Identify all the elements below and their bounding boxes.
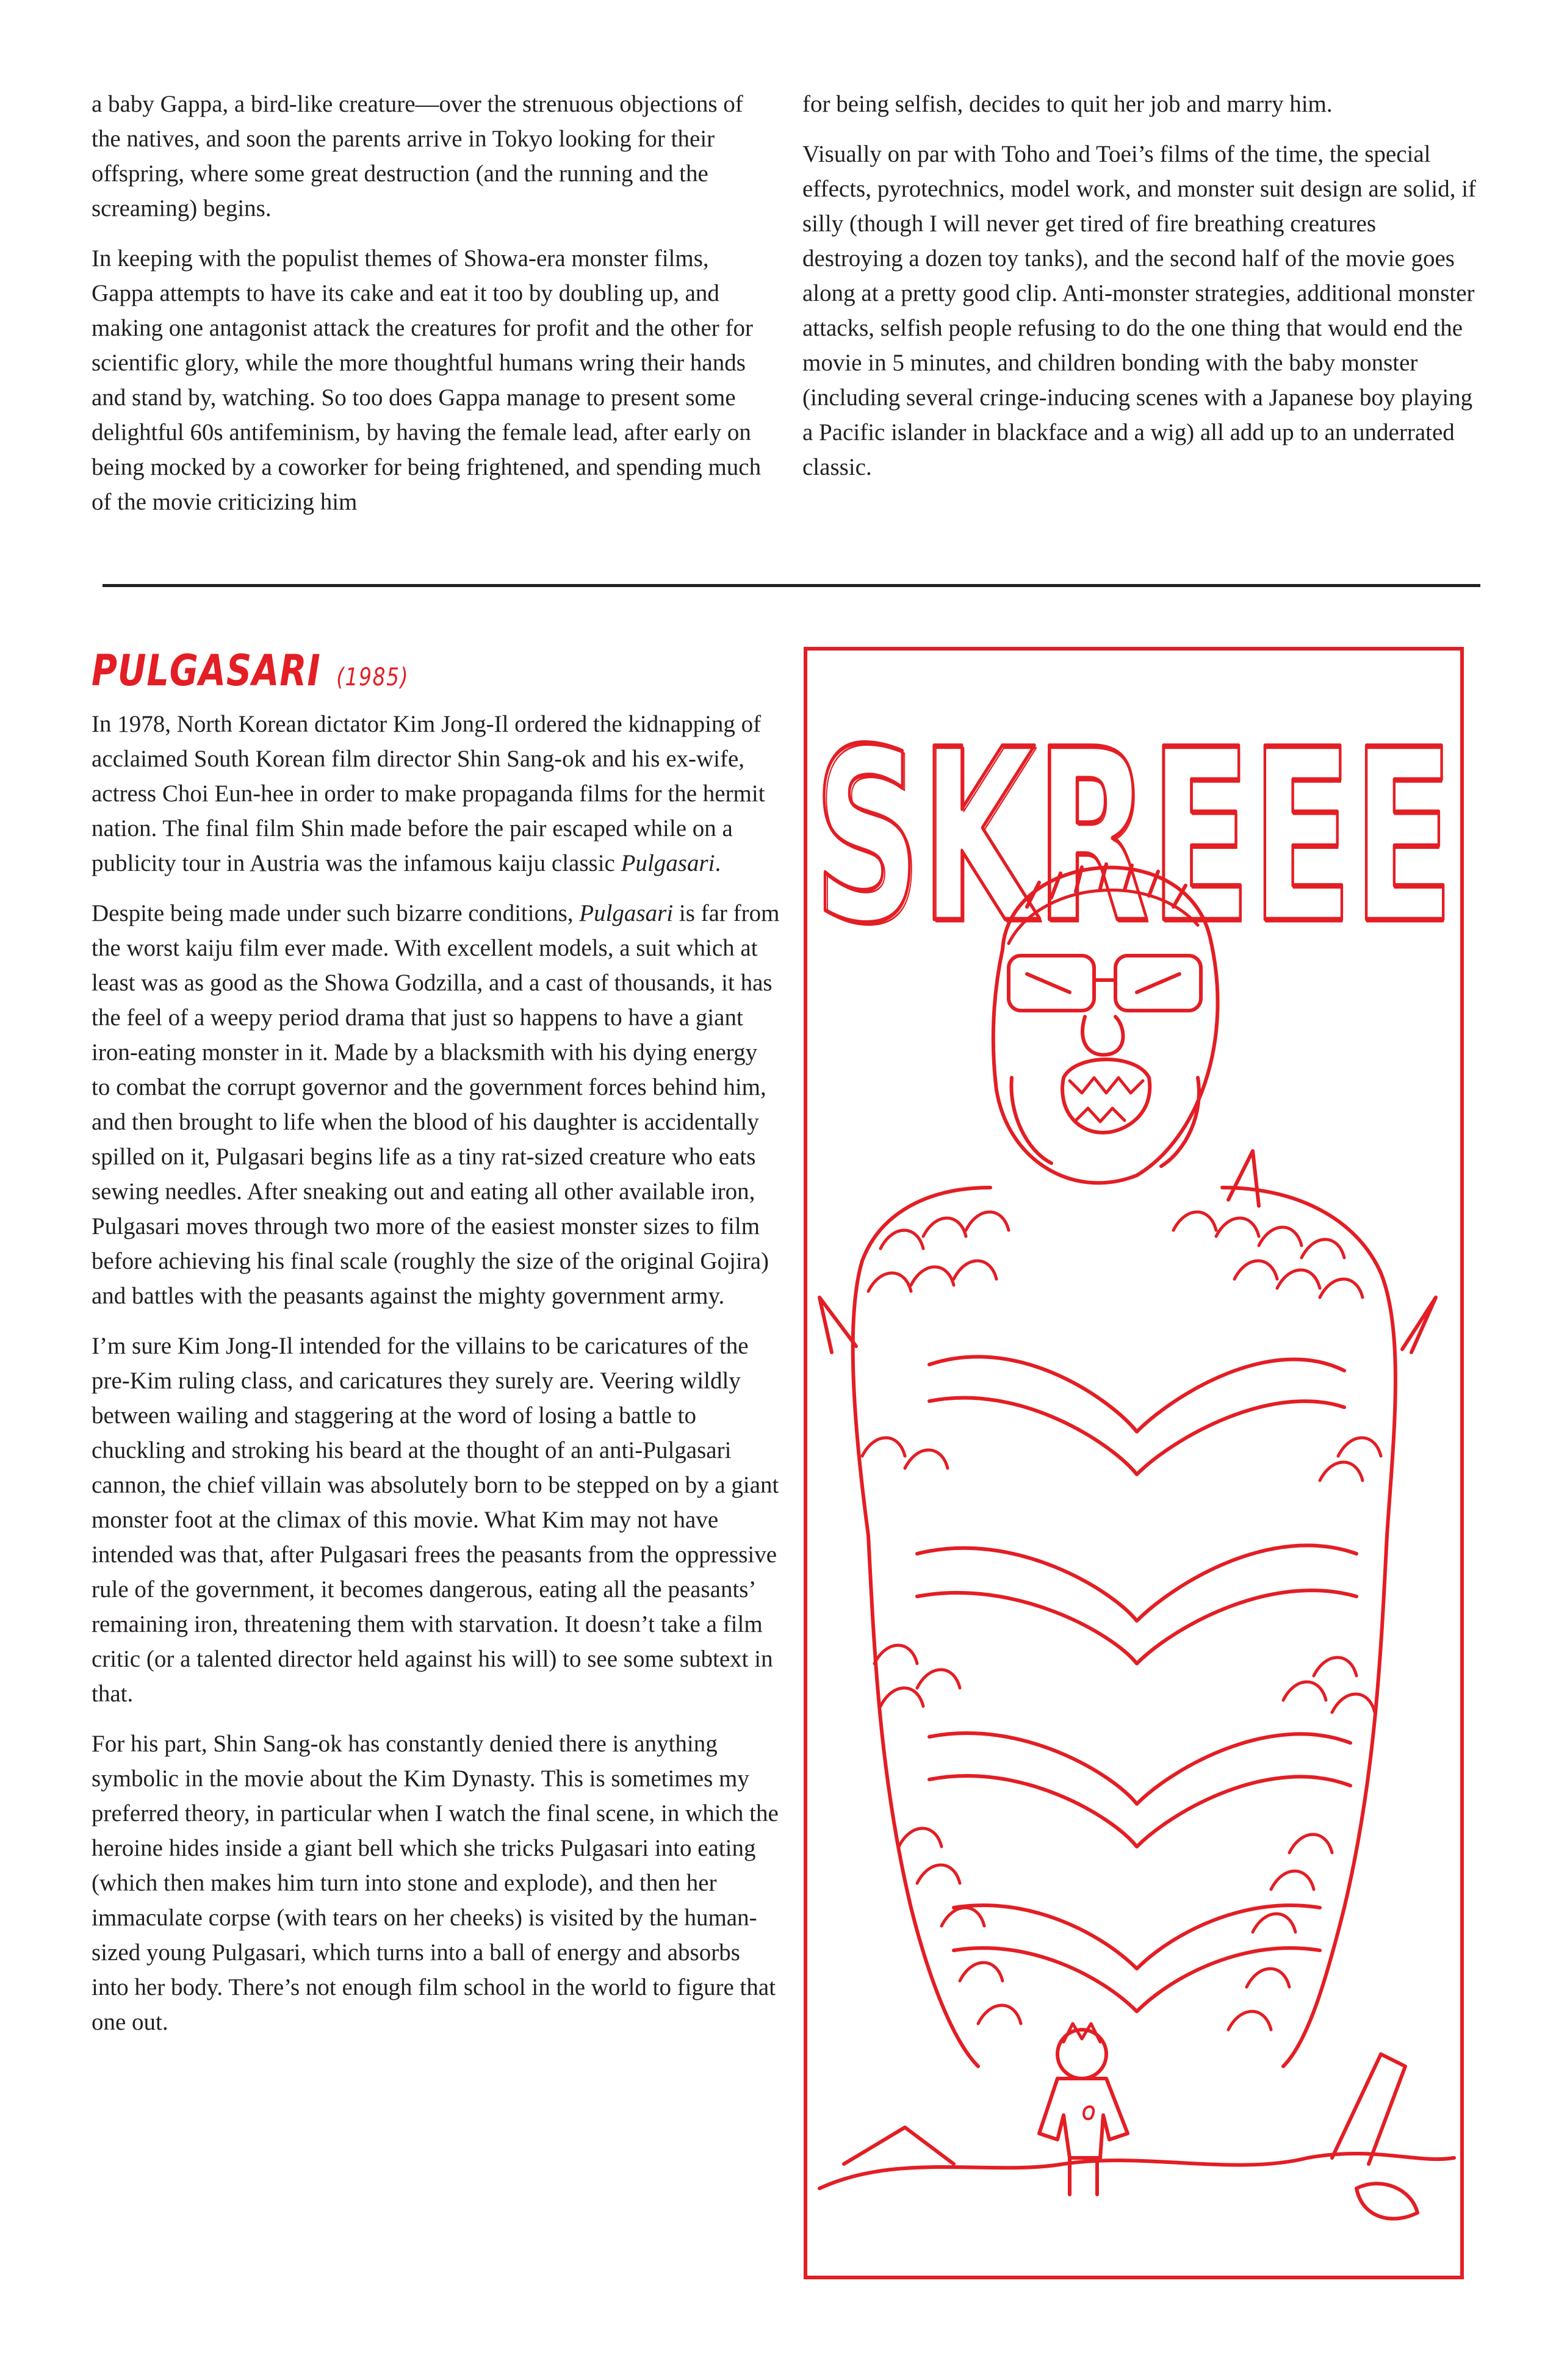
top-left-column — [92, 87, 775, 535]
top-right-column — [802, 87, 1480, 500]
child-figure — [1039, 2024, 1128, 2194]
monster-illustration — [807, 651, 1460, 2276]
shoulder-spike-left — [819, 1297, 856, 1352]
illustration-frame — [804, 647, 1464, 2279]
paragraph-text: In 1978, North Korean dictator Kim Jong-Il ordered the kidnapping of acclaimed South Korean film director Shin Sang-ok and his ex-wife, actress Choi Eun-hee in order to make propaganda films for the hermit nation. The final film Shin made before the pair escaped while on a publicity tour in Austria was the infamous kaiju classic — [92, 711, 765, 876]
section-title — [92, 646, 409, 696]
film-title: Pulgasari — [579, 900, 674, 926]
article-body — [92, 707, 781, 2055]
film-title: Pulgasari — [621, 850, 715, 876]
paragraph: a baby Gappa, a bird-like creature—over the strenuous objections of the natives, and soon the parents arrive in Tokyo looking for their offspring, where some great destruction (and the running and the screaming) begins. — [92, 91, 743, 222]
section-title-name: PULGASARI — [92, 646, 321, 696]
paragraph — [92, 896, 781, 1313]
section-title-year: (1985) — [336, 663, 409, 691]
paragraph: I’m sure Kim Jong-Il intended for the villains to be caricatures of the pre-Kim ruling class, and caricatures they surely are. Veering wildly between wailing and staggering at the word of losing a battle to chuckling and stroking his beard at the thought of an anti-Pulgasari cannon, the chief villain was absolutely born to be stepped on by a giant monster foot at the climax of this movie. What Kim may not have intended was that, after Pulgasari frees the peasants from the oppressive rule of the government, it becomes dangerous, eating all the peasants’ remaining iron, threatening them with starvation. It doesn’t take a film critic (or a talented director held against his will) to see some subtext in that. — [92, 1333, 779, 1707]
sound-effect-sketch: SKREEE — [816, 701, 1454, 978]
paragraph-text: Despite being made under such bizarre conditions, — [92, 900, 580, 926]
paragraph: for being selfish, decides to quit her job and marry him. — [802, 91, 1333, 117]
shoulder-spike-right — [1402, 1297, 1436, 1352]
paragraph-text: . — [715, 850, 721, 876]
shoulder-spike — [1228, 1151, 1259, 1206]
paragraph: For his part, Shin Sang-ok has constantly denied there is anything symbolic in the movie about the Kim Dynasty. This is sometimes my preferred theory, in particular when I watch the final scene, in which the heroine hides inside a giant bell which she tricks Pulgasari into eating (which then makes him turn into stone and explode), and then her immaculate corpse (with tears on her cheeks) is visited by the human-sized young Pulgasari, which turns into a ball of energy and absorbs into her body. There’s not enough film school in the world to figure that one out. — [92, 1731, 779, 2035]
paragraph: Visually on par with Toho and Toei’s films of the time, the special effects, pyrotechnics, model work, and monster suit design are solid, if silly (though I will never get tired of fire breathing creatures destroying a dozen toy tanks), and the second half of the movie goes along at a pretty good clip. Anti-monster strategies, additional monster attacks, selfish people refusing to do the one thing that would end the movie in 5 minutes, and children bonding with the baby monster (including several cringe-inducing scenes with a Japanese boy playing a Pacific islander in blackface and a wig) all add up to an underrated classic. — [802, 141, 1477, 480]
sound-effect-text: SKREEE — [813, 698, 1454, 975]
monster-body — [853, 1188, 1396, 2066]
paragraph: In keeping with the populist themes of Showa-era monster films, Gappa attempts to have its cake and eat it too by doubling up, and making one antagonist attack the creatures for profit and the other for scientific glory, while the more thoughtful humans wring their hands and stand by, watching. So too does Gappa manage to present some delightful 60s antifeminism, by having the female lead, after early on being mocked by a coworker for being frightened, and spending much of the movie criticizing him — [92, 245, 762, 515]
paragraph-text: is far from the worst kaiju film ever made. With excellent models, a suit which at least was as good as the Showa Godzilla, and a cast of thousands, it has the feel of a weepy period drama that just so happens to have a giant iron-eating monster in it. Made by a blacksmith with his dying energy to combat the corrupt governor and the government forces behind him, and then brought to life when the blood of his daughter is accidentally spilled on it, Pulgasari begins life as a tiny rat-sized creature who eats sewing needles. After sneaking out and eating all other available iron, Pulgasari moves through two more of the easiest monster sizes to film before achieving his final scale (roughly the size of the original Gojira) and battles with the peasants against the mighty government army. — [92, 900, 780, 1309]
ground — [819, 2054, 1454, 2219]
section-divider — [103, 584, 1480, 587]
paragraph — [92, 707, 781, 881]
